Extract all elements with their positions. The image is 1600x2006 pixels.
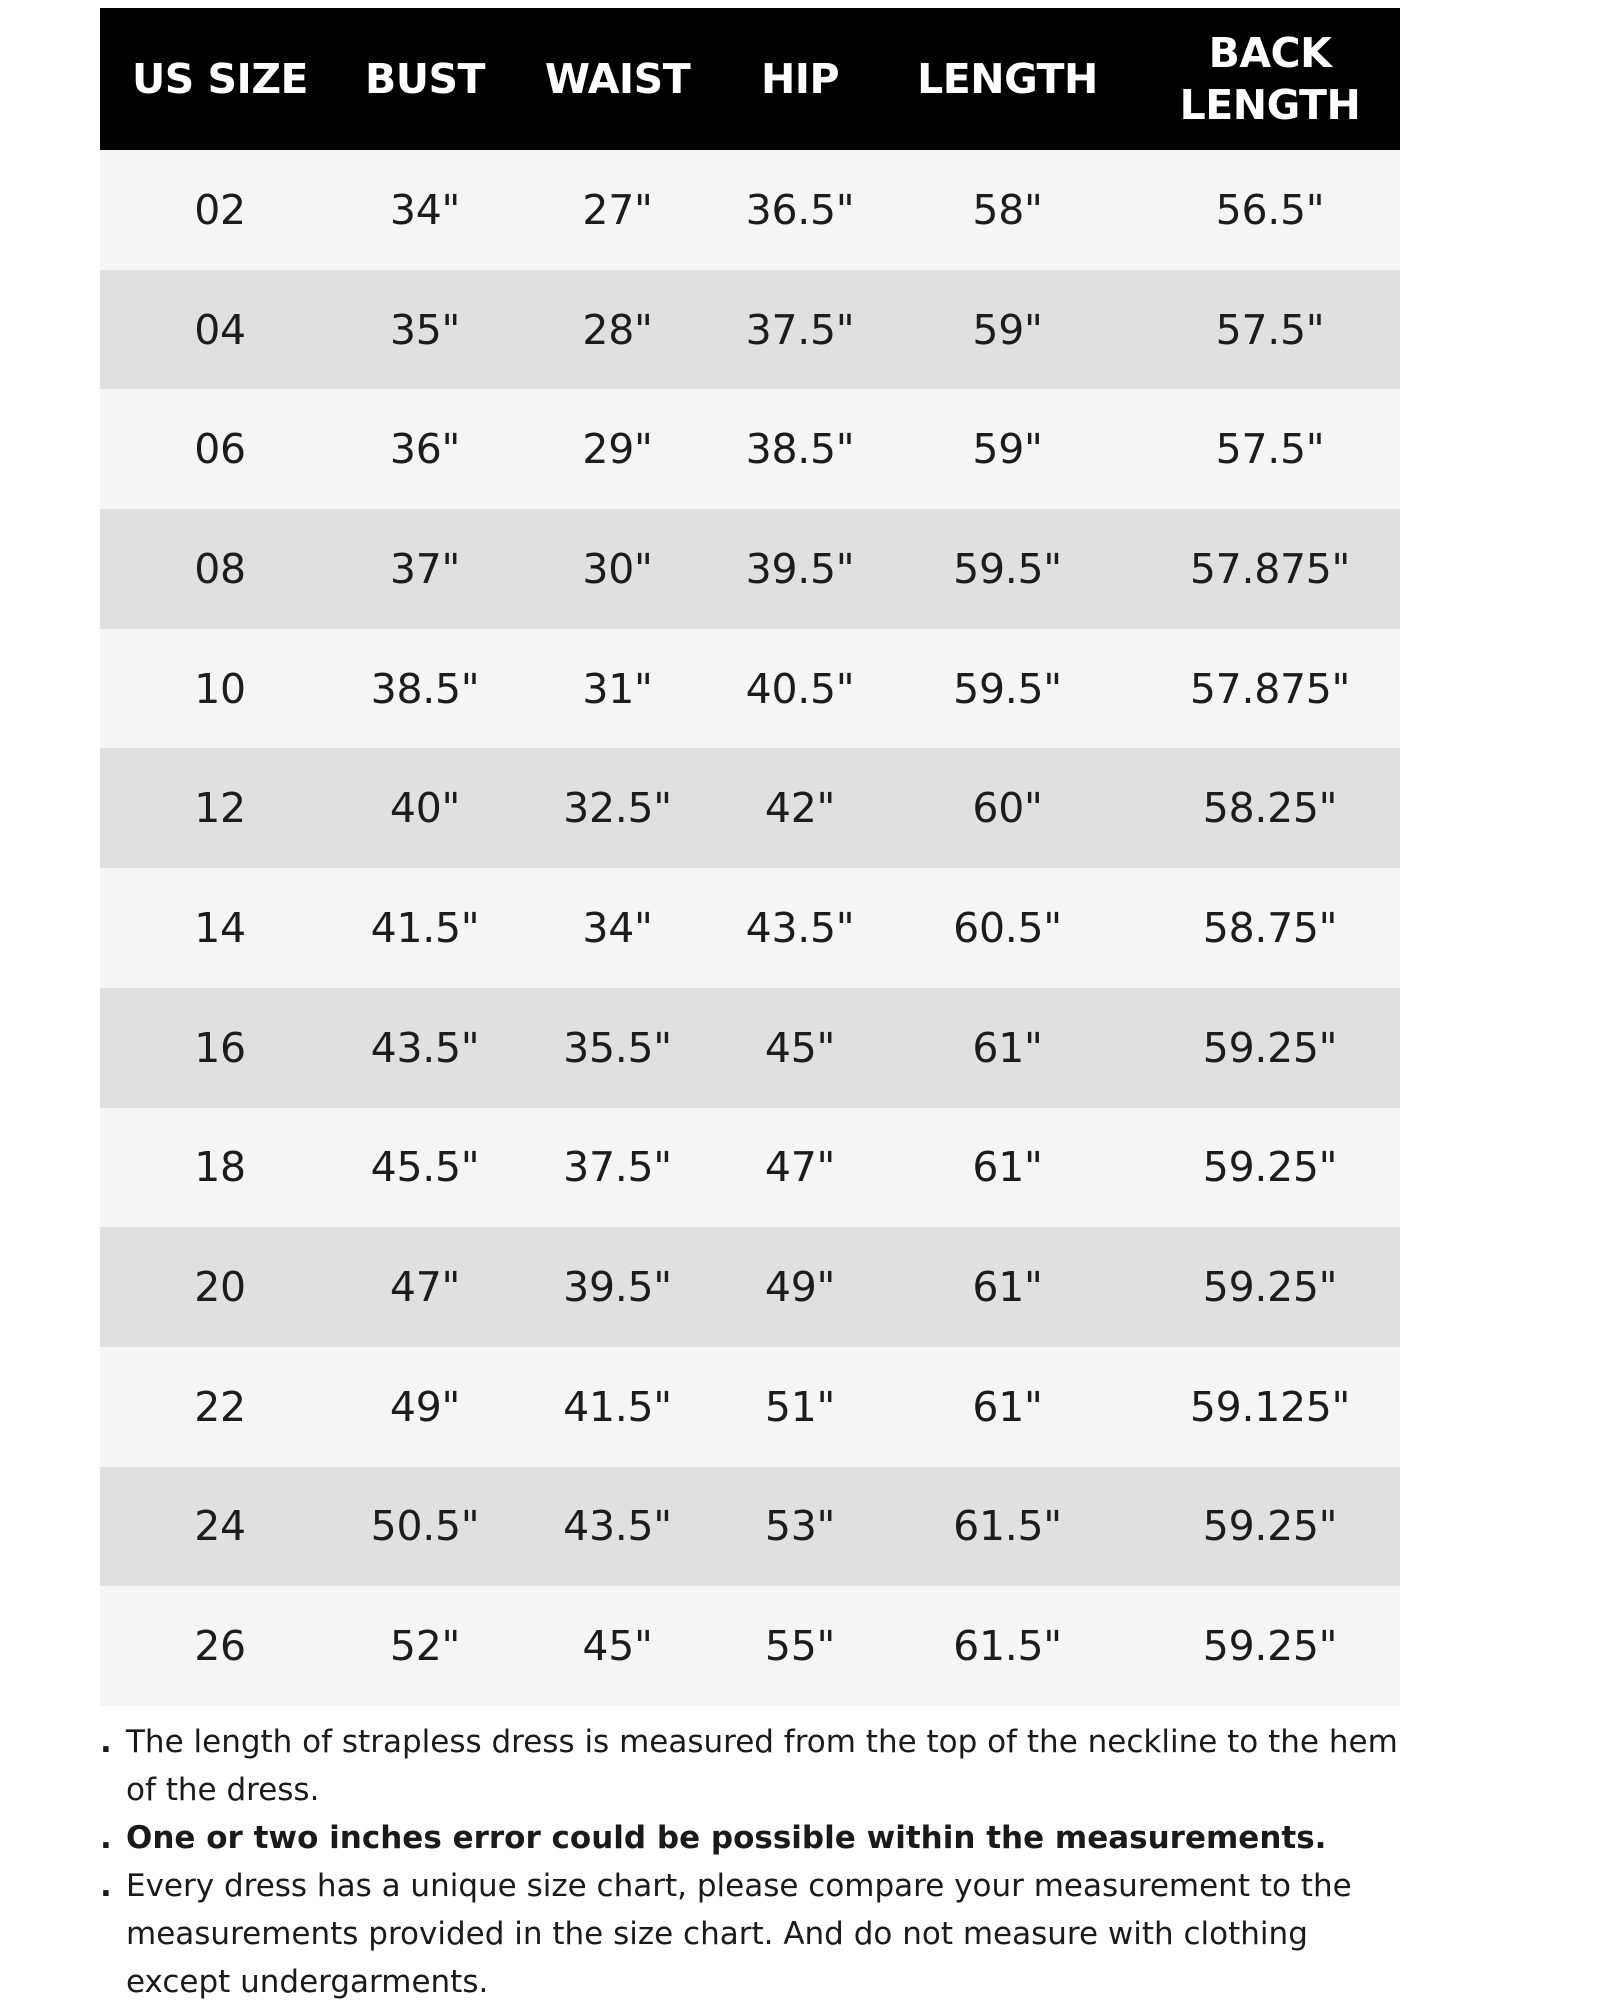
- table-row: [100, 1347, 1400, 1467]
- table-body: [100, 150, 1400, 1706]
- table-row: [100, 389, 1400, 509]
- note-item: [100, 1862, 1420, 2006]
- table-row: [100, 988, 1400, 1108]
- length-cell: 61": [972, 1263, 1043, 1312]
- bust-cell: 49": [389, 1382, 461, 1431]
- us-size-cell: 16: [194, 1023, 246, 1072]
- back-length-cell: 59.25": [1202, 1263, 1338, 1312]
- note-item: [100, 1718, 1420, 1814]
- us-size-cell: 02: [194, 185, 246, 234]
- waist-cell: 30": [582, 544, 653, 593]
- note-item: [100, 1814, 1420, 1862]
- table-row: [100, 629, 1400, 749]
- hip-cell: 45": [764, 1023, 836, 1072]
- bust-cell: 40": [389, 784, 461, 833]
- length-cell: 61.5": [953, 1502, 1062, 1551]
- hip-cell: 43.5": [745, 903, 855, 952]
- waist-cell: 41.5": [563, 1382, 672, 1431]
- hip-cell: 38.5": [745, 425, 855, 474]
- header-row: [100, 8, 1400, 150]
- length-cell: 59.5": [953, 664, 1062, 713]
- waist-cell: 27": [582, 185, 653, 234]
- us-size-cell: 14: [194, 903, 246, 952]
- header-bust: BUST: [364, 55, 486, 103]
- bust-cell: 34": [389, 185, 461, 234]
- bullet-icon: .: [100, 1868, 112, 1904]
- back-length-cell: 59.25": [1202, 1622, 1338, 1671]
- bust-cell: 38.5": [370, 664, 480, 713]
- us-size-cell: 18: [194, 1143, 246, 1192]
- length-cell: 60": [972, 784, 1043, 833]
- waist-cell: 37.5": [563, 1143, 672, 1192]
- waist-cell: 29": [582, 425, 653, 474]
- table-row: [100, 1467, 1400, 1587]
- table-row: [100, 509, 1400, 629]
- waist-cell: 32.5": [563, 784, 672, 833]
- back-length-cell: 57.875": [1189, 544, 1351, 593]
- note-text: The length of strapless dress is measured from the top of the neckline to the hem of the dress.: [126, 1724, 1398, 1808]
- back-length-cell: 59.125": [1189, 1382, 1351, 1431]
- waist-cell: 43.5": [563, 1502, 672, 1551]
- bust-cell: 47": [389, 1263, 461, 1312]
- bullet-icon: .: [100, 1820, 112, 1856]
- note-text: Every dress has a unique size chart, please compare your measurement to the measurements provided in the size chart. And do not measure with clothing except undergarments.: [126, 1868, 1352, 2000]
- waist-cell: 28": [582, 305, 653, 354]
- bust-cell: 52": [389, 1622, 461, 1671]
- table-row: [100, 1108, 1400, 1228]
- us-size-cell: 22: [194, 1382, 246, 1431]
- us-size-cell: 26: [194, 1622, 246, 1671]
- bust-cell: 45.5": [370, 1143, 480, 1192]
- table-row: [100, 868, 1400, 988]
- hip-cell: 36.5": [745, 185, 855, 234]
- us-size-cell: 08: [194, 544, 246, 593]
- table-row: [100, 1227, 1400, 1347]
- bust-cell: 36": [389, 425, 461, 474]
- table-row: [100, 270, 1400, 390]
- hip-cell: 55": [764, 1622, 836, 1671]
- header-back-length: BACK LENGTH: [1179, 29, 1361, 129]
- length-cell: 61.5": [953, 1622, 1062, 1671]
- header-waist: WAIST: [544, 55, 691, 103]
- hip-cell: 49": [764, 1263, 836, 1312]
- waist-cell: 39.5": [563, 1263, 672, 1312]
- back-length-cell: 58.75": [1202, 903, 1338, 952]
- back-length-cell: 58.25": [1202, 784, 1338, 833]
- us-size-cell: 06: [194, 425, 246, 474]
- waist-cell: 45": [582, 1622, 653, 1671]
- back-length-cell: 59.25": [1202, 1023, 1338, 1072]
- us-size-cell: 20: [194, 1263, 246, 1312]
- bust-cell: 37": [389, 544, 461, 593]
- table-row: [100, 1586, 1400, 1706]
- header-hip: HIP: [760, 55, 840, 103]
- header-length: LENGTH: [917, 55, 1098, 103]
- hip-cell: 39.5": [745, 544, 855, 593]
- waist-cell: 31": [582, 664, 653, 713]
- bust-cell: 43.5": [370, 1023, 480, 1072]
- bust-cell: 35": [389, 305, 461, 354]
- back-length-cell: 59.25": [1202, 1143, 1338, 1192]
- hip-cell: 53": [764, 1502, 836, 1551]
- waist-cell: 35.5": [563, 1023, 672, 1072]
- back-length-cell: 57.5": [1215, 425, 1325, 474]
- note-text: One or two inches error could be possible within the measurements.: [126, 1820, 1327, 1856]
- length-cell: 61": [972, 1023, 1043, 1072]
- length-cell: 60.5": [953, 903, 1062, 952]
- notes-list: [100, 1718, 1420, 2006]
- length-cell: 59.5": [953, 544, 1062, 593]
- hip-cell: 42": [764, 784, 836, 833]
- length-cell: 59": [972, 305, 1043, 354]
- table-row: [100, 748, 1400, 868]
- header-us-size: US SIZE: [131, 55, 309, 103]
- length-cell: 61": [972, 1143, 1043, 1192]
- table-header: [100, 8, 1400, 150]
- hip-cell: 51": [764, 1382, 836, 1431]
- bullet-icon: .: [100, 1724, 112, 1760]
- back-length-cell: 57.5": [1215, 305, 1325, 354]
- length-cell: 58": [972, 185, 1043, 234]
- waist-cell: 34": [582, 903, 653, 952]
- back-length-cell: 56.5": [1215, 185, 1325, 234]
- length-cell: 61": [972, 1382, 1043, 1431]
- bust-cell: 50.5": [370, 1502, 480, 1551]
- hip-cell: 37.5": [745, 305, 855, 354]
- us-size-cell: 24: [194, 1502, 246, 1551]
- bust-cell: 41.5": [370, 903, 480, 952]
- back-length-cell: 59.25": [1202, 1502, 1338, 1551]
- hip-cell: 47": [764, 1143, 836, 1192]
- us-size-cell: 12: [194, 784, 246, 833]
- size-chart-table: [100, 8, 1400, 1706]
- table-row: [100, 150, 1400, 270]
- length-cell: 59": [972, 425, 1043, 474]
- back-length-cell: 57.875": [1189, 664, 1351, 713]
- hip-cell: 40.5": [745, 664, 855, 713]
- us-size-cell: 04: [194, 305, 246, 354]
- us-size-cell: 10: [194, 664, 246, 713]
